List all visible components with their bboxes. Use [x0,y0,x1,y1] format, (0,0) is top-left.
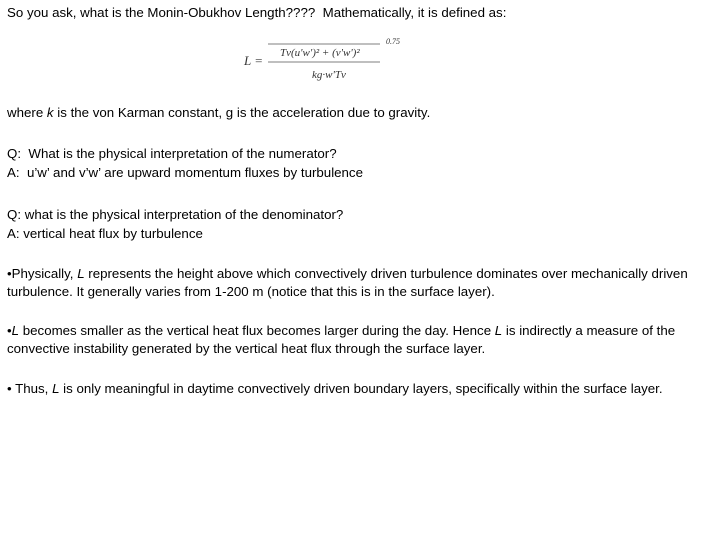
bullet3-post: is only meaningful in daytime convectively driven boundary layers, specifically within the surface layer. [59,381,663,396]
bullet1-L-symbol: L [77,266,85,281]
bullet-thus [7,380,707,398]
question-1: Q: What is the physical interpretation of the numerator? [7,146,337,161]
bullet1-post: represents the height above which convectively driven turbulence dominates over mechanically driven turbulence. It generally varies from 1-200 m (notice that this is in the surface layer). [7,266,688,299]
formula-exponent: 0.75 [386,37,400,46]
answer-1: A: u’w’ and v’w’ are upward momentum fluxes by turbulence [7,165,363,180]
bullet-physically [7,265,707,301]
formula-lhs: L = [244,53,264,68]
bullet3-L-symbol: L [52,381,60,396]
bullet2-mid: becomes smaller as the vertical heat flux becomes larger during the day. Hence [19,323,495,338]
bullet2-post: is indirectly a measure of the convective instability generated by the vertical heat flux through the surface layer. [7,323,676,356]
question-2: Q: what is the physical interpretation of the denominator? [7,207,344,222]
intro-text: So you ask, what is the Monin-Obukhov Length???? Mathematically, it is defined as: [7,5,507,20]
bullet2-L2-symbol: L [494,323,503,338]
bullet-heat-flux [7,322,707,358]
definition-suffix: is the von Karman constant, g is the acceleration due to gravity. [53,105,431,120]
bullet2-pre: • [7,323,12,338]
bullet3-pre: • Thus, [7,381,53,396]
formula-denominator: kg·w'Tv [312,69,346,81]
formula-numerator: Tv(u'w')² + (v'w')² [280,47,360,59]
monin-obukhov-formula [240,30,410,90]
formula-graphic [240,30,410,90]
definition-text [7,104,430,122]
bullet2-L-symbol: L [11,323,20,338]
bullet1-pre: •Physically, [7,266,78,281]
answer-2: A: vertical heat flux by turbulence [7,226,203,241]
definition-k-symbol: k [46,105,54,120]
definition-prefix: where [7,105,47,120]
